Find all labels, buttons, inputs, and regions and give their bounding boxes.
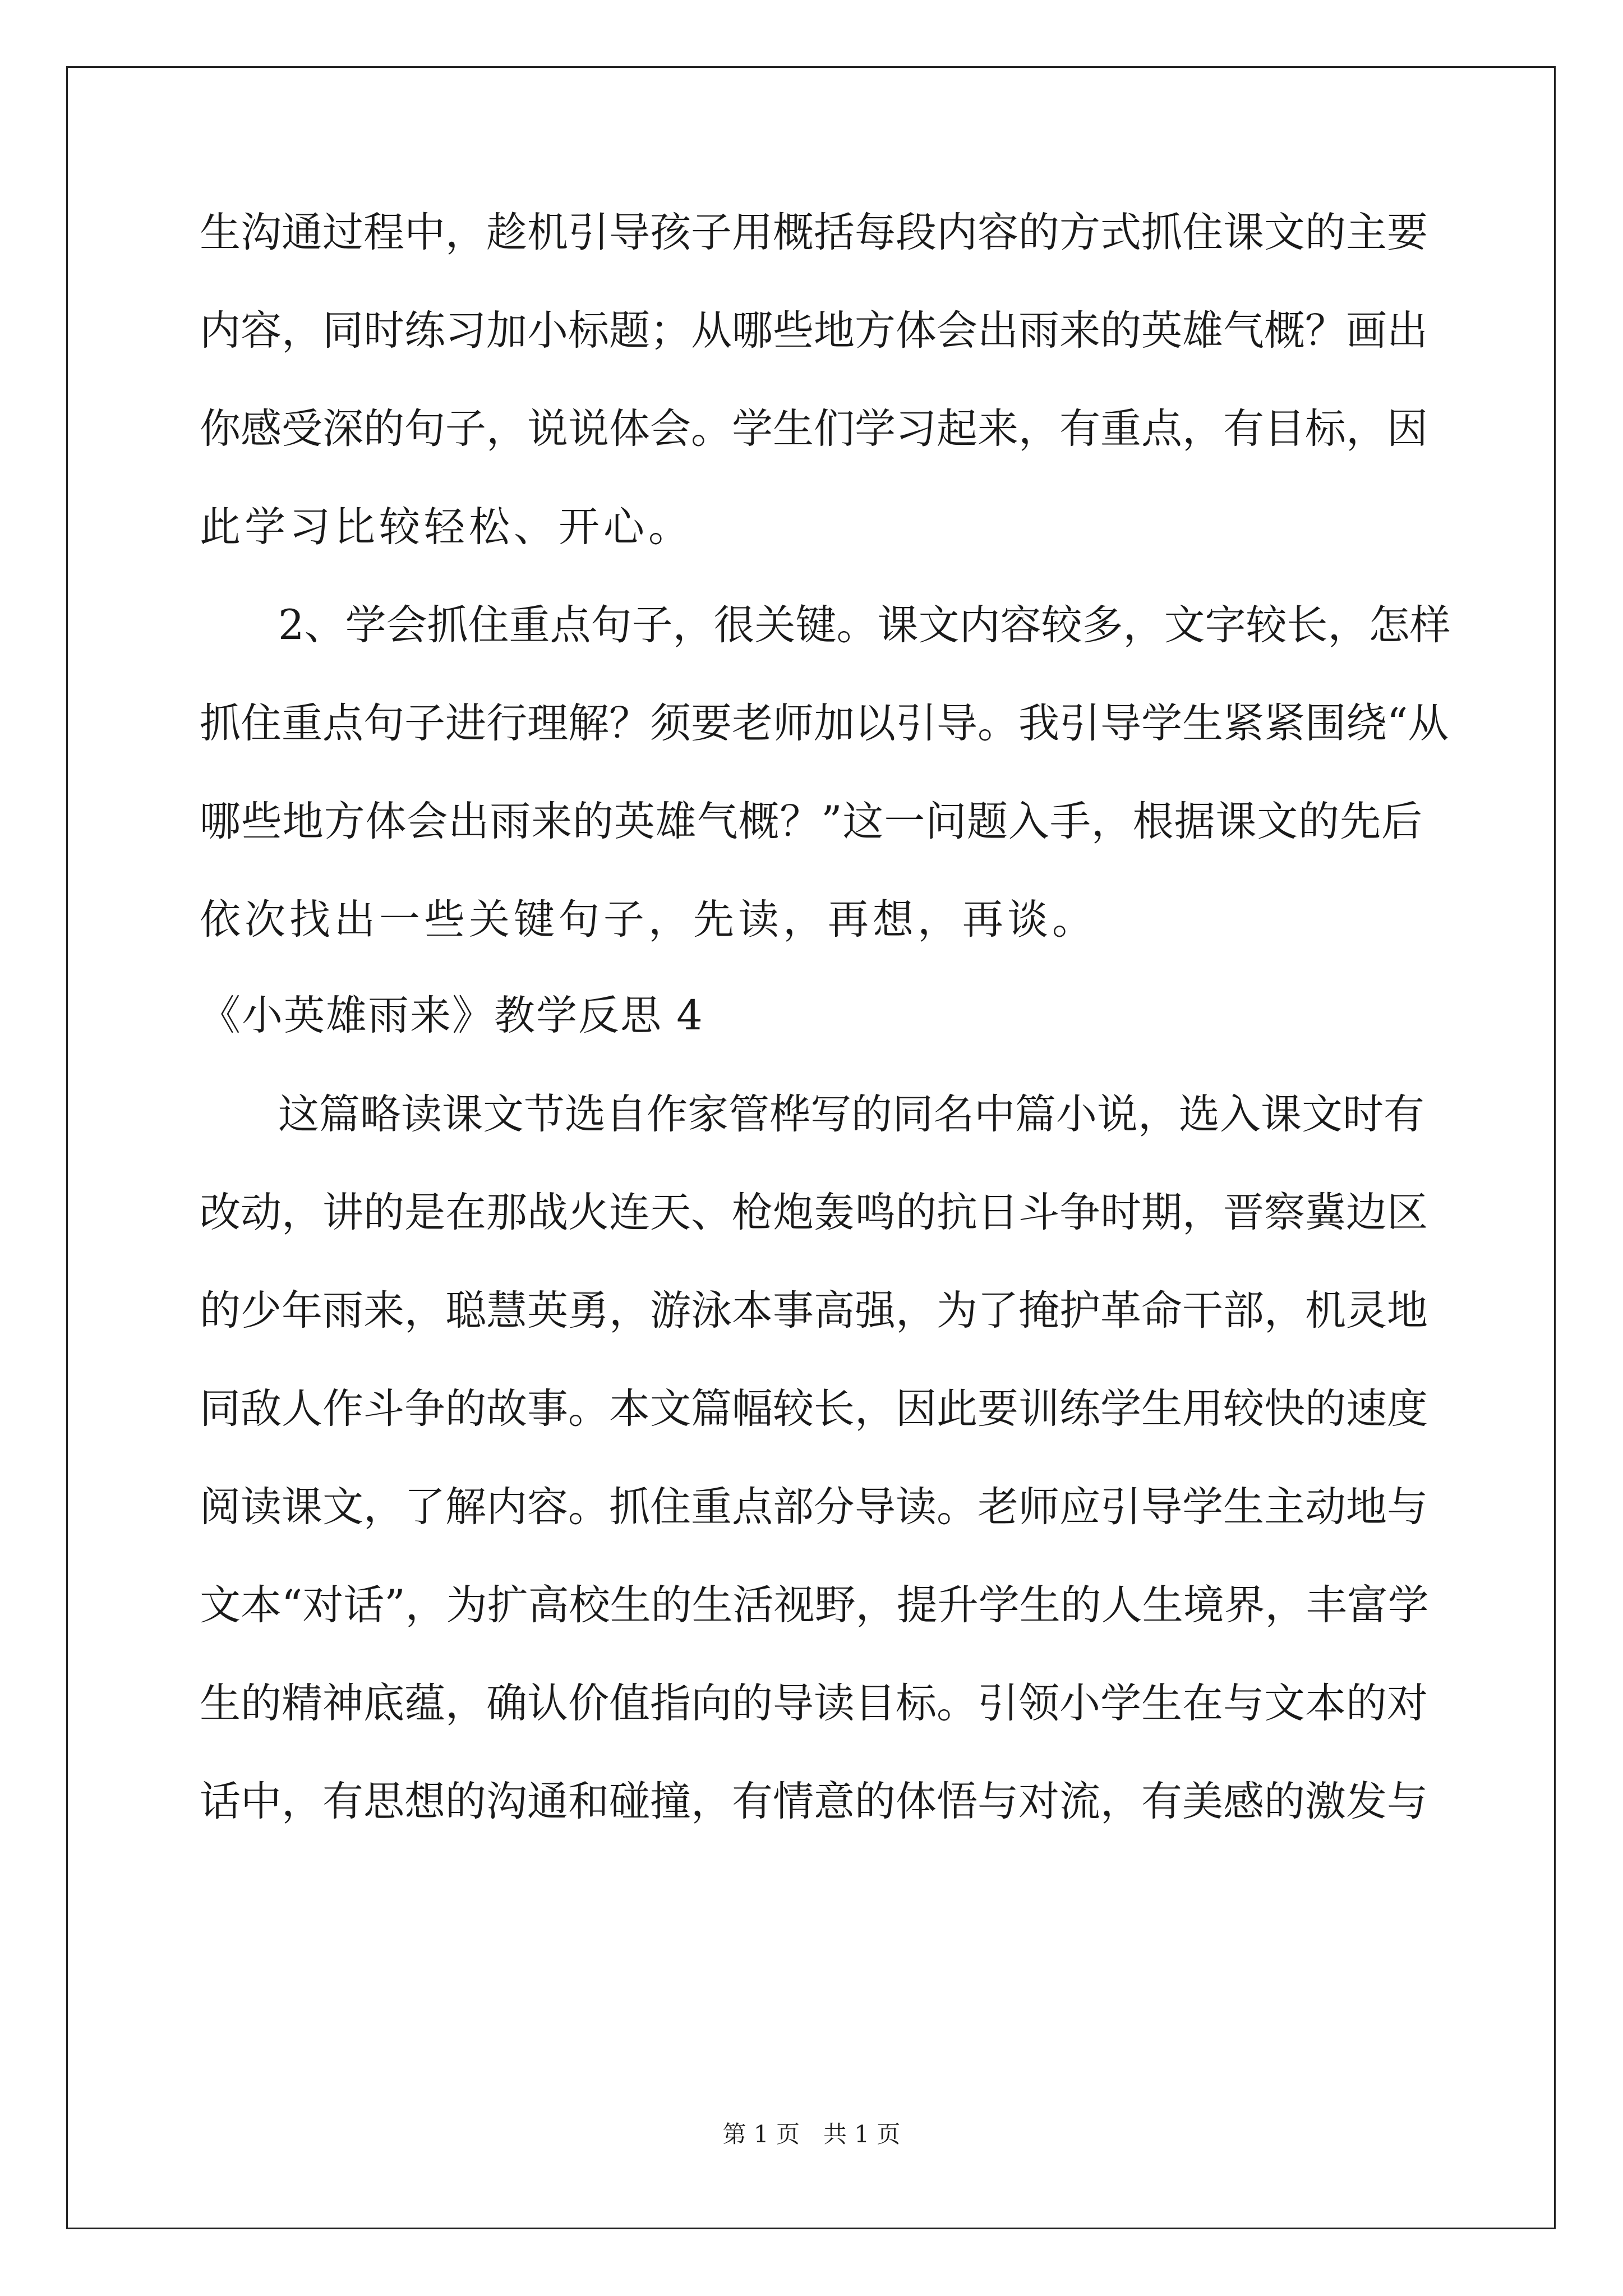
page-border — [66, 66, 1556, 2229]
text-line: 生的精神底蕴，确认价值指向的导读目标。引领小学生在与文本的对 — [200, 1680, 1428, 1727]
text-line: 你感受深的句子，说说体会。学生们学习起来，有重点，有目标，因 — [200, 405, 1428, 453]
text-line: 改动，讲的是在那战火连天、枪炮轰鸣的抗日斗争时期，晋察冀边区 — [200, 1189, 1428, 1236]
text-line: 依次找出一些关键句子，先读，再想，再谈。 — [200, 896, 1097, 944]
text-line: 哪些地方体会出雨来的英雄气概？”这一问题入手，根据课文的先后 — [200, 798, 1422, 845]
text-line: 话中，有思想的沟通和碰撞，有情意的体悟与对流，有美感的激发与 — [200, 1778, 1428, 1825]
text-line: 抓住重点句子进行理解？须要老师加以引导。我引导学生紧紧围绕“从 — [200, 700, 1449, 747]
paragraph-first-line: 这篇略读课文节选自作家管桦写的同名中篇小说，选入课文时有 — [278, 1091, 1424, 1138]
page-number: 第 1 页 共 1 页 — [722, 2120, 901, 2148]
text-line: 此学习比较轻松、开心。 — [200, 503, 693, 551]
text-line: 内容，同时练习加小标题；从哪些地方体会出雨来的英雄气概？画出 — [200, 307, 1428, 355]
paragraph-first-line: 2、学会抓住重点句子，很关键。课文内容较多，文字较长，怎样 — [278, 601, 1451, 649]
text-line: 阅读课文，了解内容。抓住重点部分导读。老师应引导学生主动地与 — [200, 1483, 1428, 1531]
text-line: 生沟通过程中，趁机引导孩子用概括每段内容的方式抓住课文的主要 — [200, 209, 1428, 256]
section-heading: 《小英雄雨来》教学反思 4 — [200, 992, 704, 1039]
text-line: 同敌人作斗争的故事。本文篇幅较长，因此要训练学生用较快的速度 — [200, 1385, 1428, 1433]
text-line: 的少年雨来，聪慧英勇，游泳本事高强，为了掩护革命干部，机灵地 — [200, 1287, 1428, 1335]
text-line: 文本“对话”，为扩高校生的生活视野，提升学生的人生境界，丰富学 — [200, 1581, 1429, 1629]
